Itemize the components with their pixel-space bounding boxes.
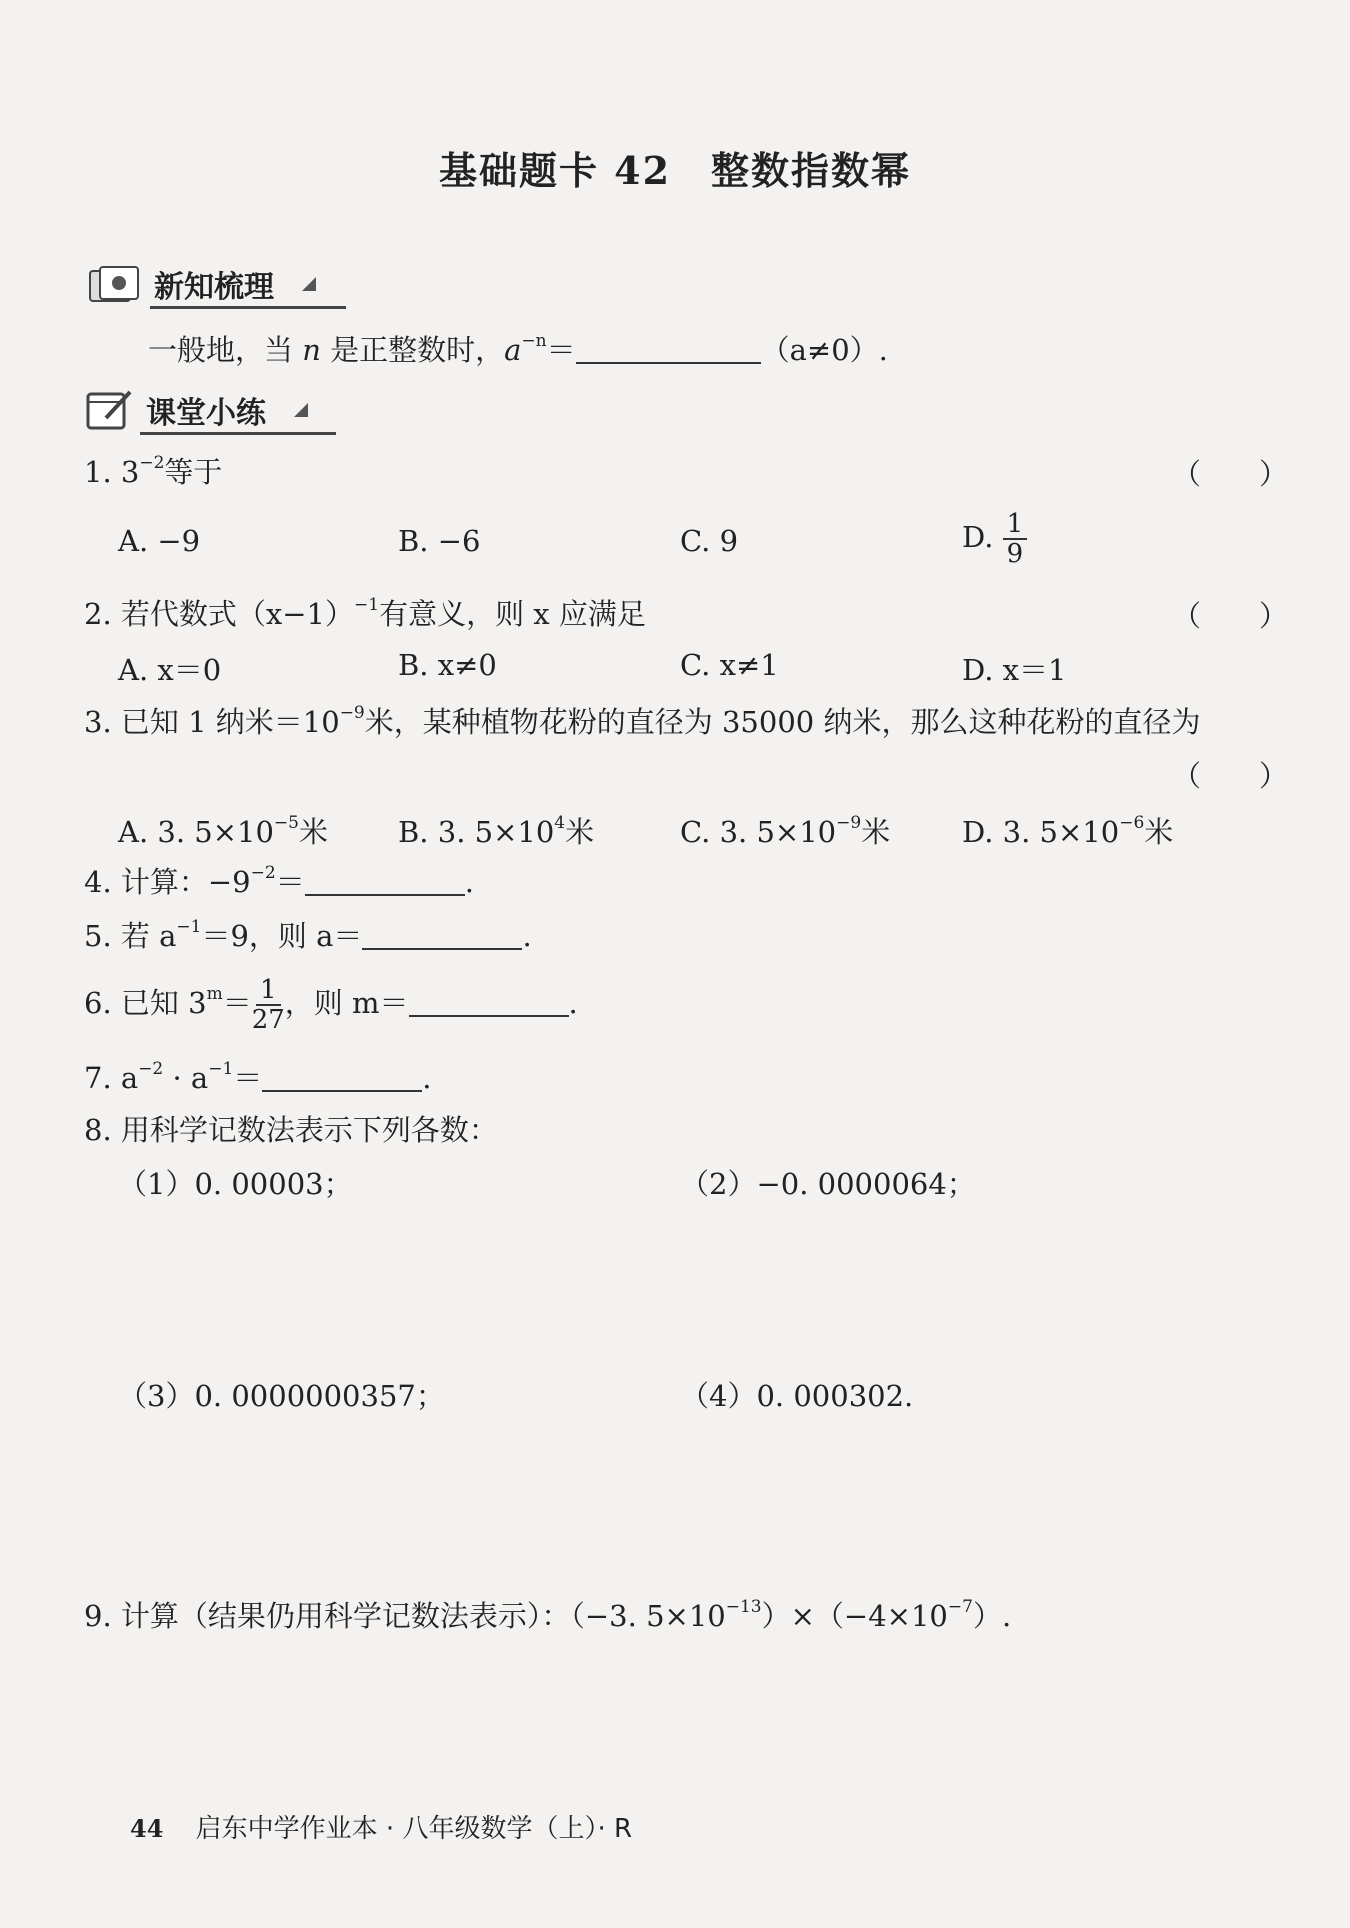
book-icon xyxy=(88,263,144,305)
numerator: 1 xyxy=(256,976,281,1006)
question-text: 2. 若代数式（x−1） xyxy=(84,597,354,631)
exponent: −1 xyxy=(176,917,202,938)
exponent: −2 xyxy=(138,1059,164,1080)
question-6 xyxy=(84,976,578,1034)
option-c: C. x≠1 xyxy=(680,648,779,682)
question-5 xyxy=(84,916,532,956)
question-text: 3. 已知 1 纳米＝10 xyxy=(84,705,340,739)
option-b xyxy=(398,810,594,851)
page-title: 基础题卡 42 整数指数幂 xyxy=(438,148,912,193)
option-text: A. 3. 5×10 xyxy=(118,815,274,849)
question-8: 8. 用科学记数法表示下列各数： xyxy=(84,1113,498,1147)
section-header-new-knowledge xyxy=(88,262,316,306)
question-text: 7. a xyxy=(84,1061,139,1095)
section-title-new-knowledge: 新知梳理 xyxy=(154,270,274,305)
question-text: ＝9，则 a＝ xyxy=(201,919,363,953)
option-d xyxy=(962,810,1173,851)
notebook-pen-icon xyxy=(84,388,136,432)
exponent: m xyxy=(206,984,223,1005)
triangle-marker xyxy=(302,277,316,291)
knowledge-line xyxy=(148,330,888,370)
equals: ＝ xyxy=(222,986,252,1020)
option-a: A. x＝0 xyxy=(118,653,222,687)
option-text: D. 3. 5×10 xyxy=(962,815,1120,849)
question-9 xyxy=(84,1596,1011,1636)
question-text: 4. 计算：−9 xyxy=(84,865,251,899)
option-d: D. x＝1 xyxy=(962,653,1067,687)
denominator: 9 xyxy=(1006,539,1024,569)
equals: ＝ xyxy=(546,333,576,367)
question-2 xyxy=(84,594,646,634)
page-footer xyxy=(130,1808,632,1845)
question-text: · a xyxy=(163,1061,209,1095)
exponent: −2 xyxy=(139,453,165,474)
question-text: ＝ xyxy=(275,865,305,899)
question-text: 5. 若 a xyxy=(84,919,177,953)
question-text: 米，某种植物花粉的直径为 35000 纳米，那么这种花粉的直径为 xyxy=(364,705,1201,739)
option-d xyxy=(962,510,1027,568)
option-c: C. 9 xyxy=(680,524,739,558)
option-a xyxy=(118,810,328,851)
answer-parens[interactable]: （ ） xyxy=(1172,759,1289,793)
base: 3 xyxy=(120,455,140,489)
question-text: 有意义，则 x 应满足 xyxy=(379,597,646,631)
answer-blank[interactable] xyxy=(409,985,569,1017)
exponent: −7 xyxy=(947,1597,973,1618)
section-underline xyxy=(150,306,346,309)
answer-blank[interactable] xyxy=(305,864,465,896)
exponent: −1 xyxy=(208,1059,234,1080)
question-number: 1. xyxy=(84,455,112,489)
knowledge-text: 是正整数时， xyxy=(320,333,505,367)
triangle-marker xyxy=(294,403,308,417)
period: . xyxy=(568,986,578,1020)
exponent: −n xyxy=(521,331,547,352)
question-8-part-3: （3）0. 0000000357； xyxy=(118,1379,445,1413)
var-a: a xyxy=(504,333,522,367)
exponent: −5 xyxy=(273,813,299,834)
section-underline xyxy=(140,432,336,435)
question-1 xyxy=(84,452,222,492)
option-text: 米 xyxy=(1144,815,1174,849)
denominator: 27 xyxy=(251,1005,285,1035)
option-label: D. xyxy=(962,520,994,554)
answer-blank[interactable] xyxy=(362,918,522,950)
option-b: B. x≠0 xyxy=(398,648,497,682)
exponent: −9 xyxy=(339,703,365,724)
page-number: 44 xyxy=(130,1814,164,1843)
option-a: A. −9 xyxy=(118,524,201,558)
option-text: 米 xyxy=(861,815,891,849)
exponent: −6 xyxy=(1119,813,1145,834)
period: . xyxy=(522,919,532,953)
section-header-class-practice xyxy=(84,388,308,432)
question-text: ，则 m＝ xyxy=(284,986,409,1020)
option-text: 米 xyxy=(565,815,595,849)
option-c xyxy=(680,810,890,851)
option-b: B. −6 xyxy=(398,524,481,558)
book-title: 启东中学作业本 · 八年级数学（上）· R xyxy=(195,1814,633,1844)
period: . xyxy=(464,865,474,899)
answer-parens[interactable]: （ ） xyxy=(1172,599,1289,633)
question-text: 6. 已知 3 xyxy=(84,986,207,1020)
fraction xyxy=(1003,510,1028,568)
question-8-part-2: （2）−0. 0000064； xyxy=(680,1167,976,1201)
exponent: −2 xyxy=(250,863,276,884)
answer-blank[interactable] xyxy=(262,1060,422,1092)
question-3 xyxy=(84,702,1200,742)
option-text: 米 xyxy=(298,815,328,849)
section-title-class-practice: 课堂小练 xyxy=(146,396,266,431)
fraction xyxy=(252,976,285,1034)
question-text: ）×（−4×10 xyxy=(761,1599,948,1633)
exponent: −9 xyxy=(836,813,862,834)
option-text: C. 3. 5×10 xyxy=(680,815,837,849)
knowledge-text: （a≠0）. xyxy=(760,333,888,367)
exponent: −13 xyxy=(725,1597,762,1618)
question-text: ＝ xyxy=(233,1061,263,1095)
knowledge-text: 一般地，当 xyxy=(148,333,303,367)
question-8-part-1: （1）0. 00003； xyxy=(118,1167,353,1201)
question-7 xyxy=(84,1058,432,1098)
question-4 xyxy=(84,862,474,902)
period: . xyxy=(422,1061,432,1095)
numerator: 1 xyxy=(1003,510,1028,540)
var-n: n xyxy=(302,333,321,367)
question-8-part-4: （4）0. 000302. xyxy=(680,1379,914,1413)
question-text: ）. xyxy=(972,1599,1012,1633)
answer-blank[interactable] xyxy=(576,332,761,364)
exponent: 4 xyxy=(554,813,566,834)
exponent: −1 xyxy=(354,595,380,616)
question-text: 等于 xyxy=(164,455,223,489)
question-text: 9. 计算（结果仍用科学记数法表示）：（−3. 5×10 xyxy=(84,1599,726,1633)
option-text: B. 3. 5×10 xyxy=(398,815,555,849)
answer-parens[interactable]: （ ） xyxy=(1172,457,1289,491)
